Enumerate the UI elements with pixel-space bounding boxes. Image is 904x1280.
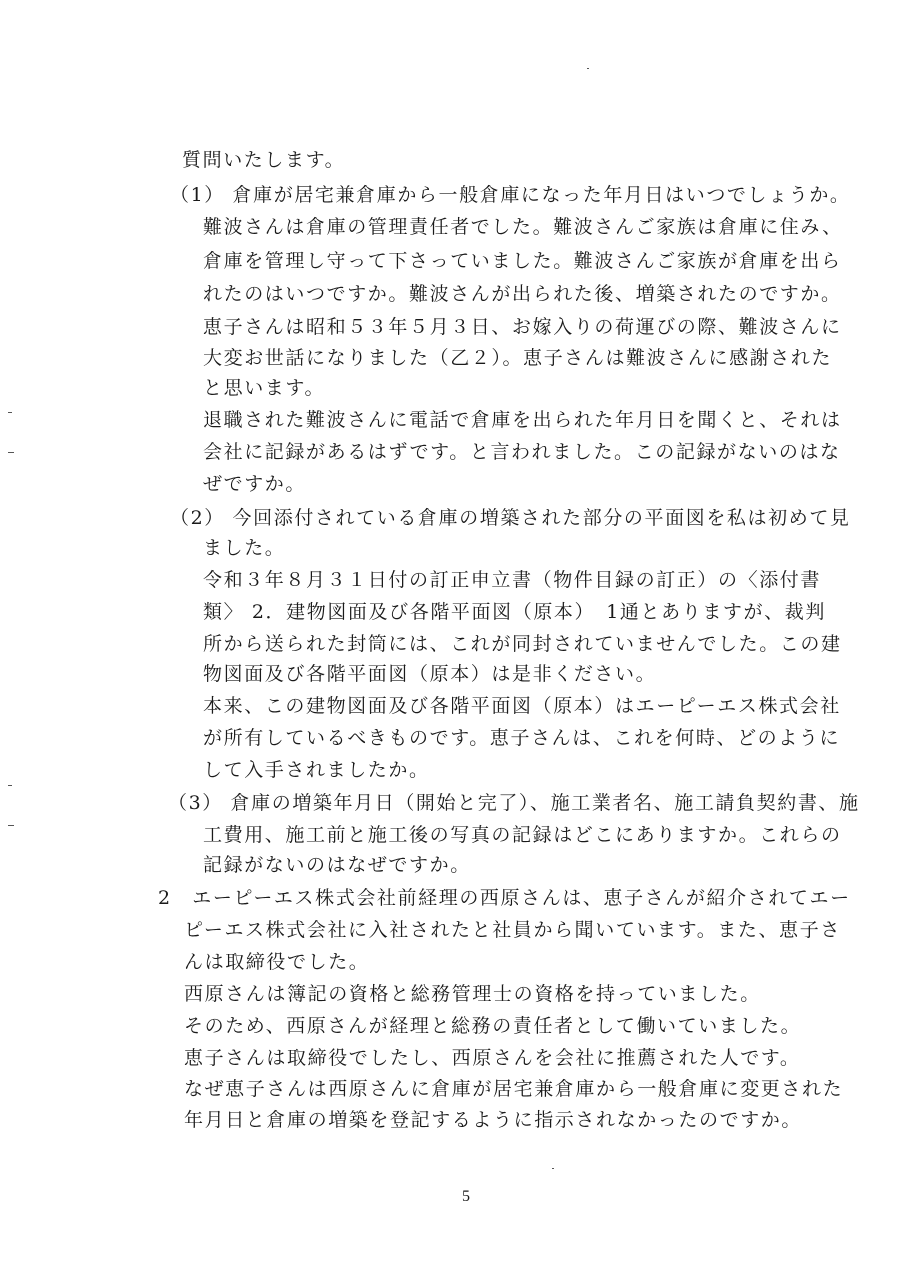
scan-speck: [8, 825, 14, 826]
text-line: 退職された難波さんに電話で倉庫を出られた年月日を聞くと、それは: [203, 409, 842, 431]
text-line: 質問いたします。: [182, 149, 346, 171]
text-line: なぜ恵子さんは西原さんに倉庫が居宅兼倉庫から一般倉庫に変更された: [184, 1078, 844, 1100]
text-line: ぜですか。: [203, 473, 307, 495]
scan-speck: [587, 68, 589, 69]
text-line: 西原さんは簿記の資格と総務管理士の資格を持っていました。: [184, 983, 761, 1005]
text-line: そのため、西原さんが経理と総務の責任者として働いていました。: [184, 1015, 802, 1037]
text-line: 工費用、施工前と施工後の写真の記録はどこにありますか。これらの: [203, 824, 842, 846]
text-line: 恵子さんは取締役でしたし、西原さんを会社に推薦された人です。: [184, 1047, 801, 1069]
text-line: 類〉 2．建物図面及び各階平面図（原本） 1通とありますが、裁判: [203, 601, 826, 623]
text-line: 2 エーピーエス株式会社前経理の西原さんは、恵子さんが紹介されてエー: [158, 887, 851, 909]
text-line: 物図面及び各階平面図（原本）は是非ください。: [203, 663, 657, 685]
text-line: （3） 倉庫の増築年月日（開始と完了）、施工業者名、施工請負契約書、施: [168, 792, 860, 814]
text-line: （2） 今回添付されている倉庫の増築された部分の平面図を私は初めて見: [170, 507, 851, 529]
text-line: 記録がないのはなぜですか。: [203, 854, 471, 876]
text-line: 会社に記録があるはずです。と言われました。この記録がないのはな: [203, 441, 841, 463]
scan-speck: [8, 785, 12, 786]
text-line: ました。: [203, 537, 286, 559]
text-line: んは取締役でした。: [184, 951, 370, 973]
text-line: 大変お世話になりました（乙２）。恵子さんは難波さんに感謝された: [203, 347, 833, 369]
text-line: が所有しているべきものです。恵子さんは、これを何時、どのように: [203, 727, 841, 749]
scan-speck: [8, 452, 14, 453]
text-line: 難波さんは倉庫の管理責任者でした。難波さんご家族は倉庫に住み、: [203, 216, 843, 238]
text-line: 倉庫を管理し守って下さっていました。難波さんご家族が倉庫を出ら: [203, 250, 842, 272]
text-line: 年月日と倉庫の増築を登記するように指示されなかったのですか。: [184, 1109, 803, 1131]
text-line: と思います。: [203, 377, 326, 399]
text-line: （1） 倉庫が居宅兼倉庫から一般倉庫になった年月日はいつでしょうか。: [170, 184, 851, 206]
text-line: 恵子さんは昭和５３年５月３日、お嫁入りの荷運びの際、難波さんに: [203, 316, 842, 338]
text-line: 令和３年８月３１日付の訂正申立書（物件目録の訂正）の〈添付書: [203, 569, 822, 591]
text-line: 本来、この建物図面及び各階平面図（原本）はエーピーエス株式会社: [203, 695, 841, 717]
text-line: して入手されましたか。: [203, 759, 430, 781]
text-line: れたのはいつですか。難波さんが出られた後、増築されたのですか。: [203, 283, 842, 305]
text-line: ピーエス株式会社に入社されたと社員から聞いています。また、恵子さ: [184, 919, 841, 941]
text-line: 所から送られた封筒には、これが同封されていませんでした。この建: [203, 633, 842, 655]
scan-speck: [552, 1168, 554, 1169]
page-number: 5: [462, 1188, 470, 1205]
scan-speck: [8, 412, 12, 413]
